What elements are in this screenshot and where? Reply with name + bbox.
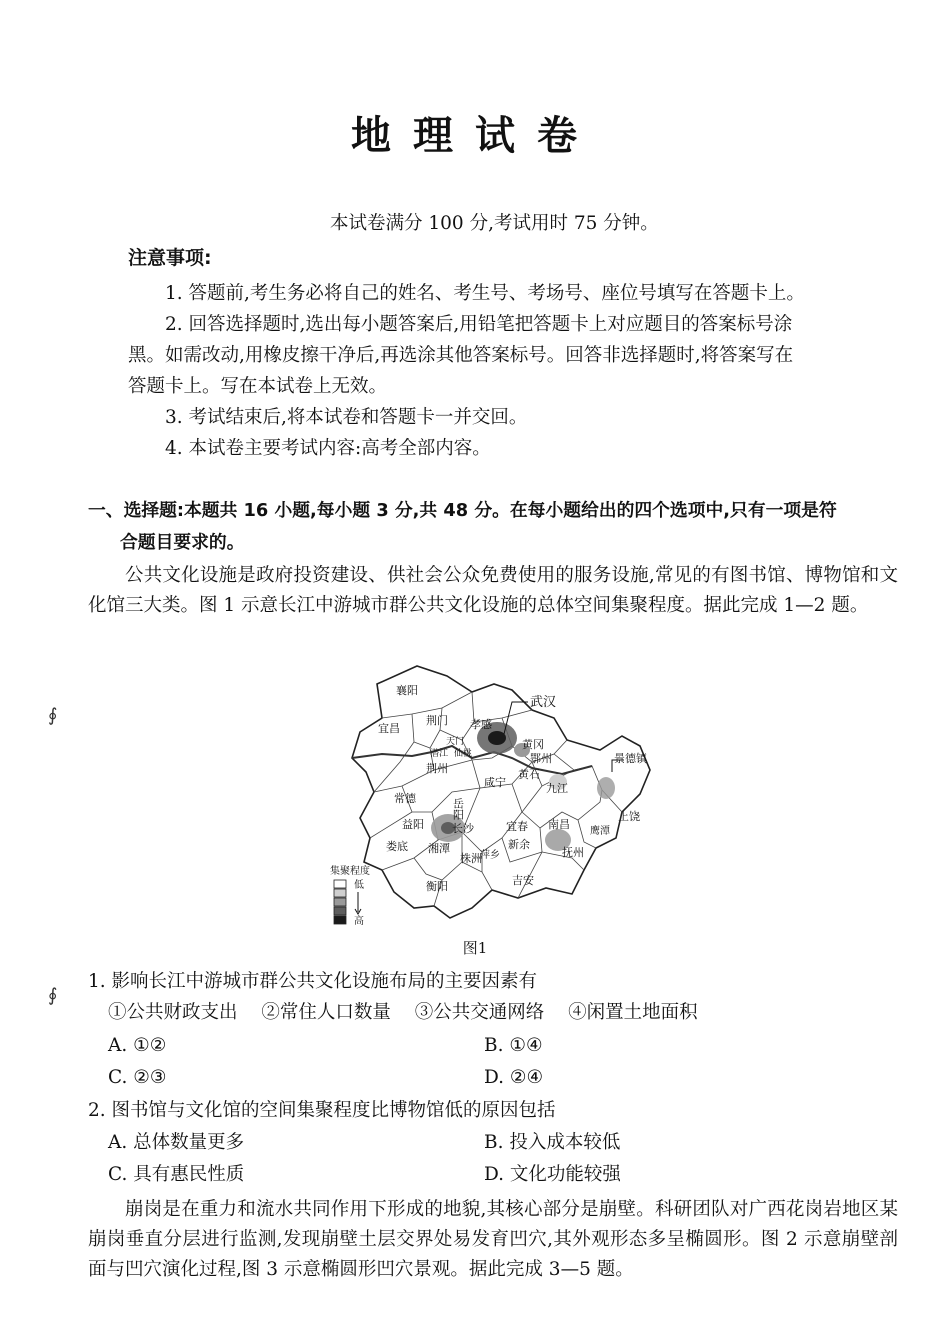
- map-label: 株洲: [460, 852, 482, 865]
- q1-option-c[interactable]: C. ②③: [108, 1067, 167, 1088]
- map-label: 鹰潭: [590, 826, 610, 837]
- q1-option-d[interactable]: D. ②④: [484, 1067, 544, 1088]
- map-label: 娄底: [386, 840, 408, 853]
- passage-2: 崩岗是在重力和流水共同作用下形成的地貌,其核心部分是崩壁。科研团队对广西花岗岩地区某崩岗垂直分层进行监测,发现崩壁土层交界处易发育凹穴,其外观形态多呈椭圆形。图 2 示意崩壁剖面与凹穴演化过程,图 3 示意椭圆形凹穴景观。据此完成 3—5 题。: [88, 1199, 898, 1280]
- map-label: 襄阳: [396, 684, 418, 697]
- map-label: 衡阳: [426, 880, 448, 893]
- figure-1-map: [322, 662, 662, 942]
- notice-heading: 注意事项:: [128, 247, 212, 269]
- q1-option-b[interactable]: B. ①④: [484, 1035, 543, 1056]
- map-label: 新余: [508, 838, 530, 851]
- q2-option-b[interactable]: B. 投入成本较低: [484, 1132, 621, 1153]
- map-label: 荆门: [426, 714, 448, 727]
- q2-option-d[interactable]: D. 文化功能较强: [484, 1164, 621, 1185]
- q2-option-a[interactable]: A. 总体数量更多: [108, 1132, 245, 1153]
- map-label: 黄冈: [522, 738, 544, 751]
- map-label: 荆州: [426, 762, 448, 775]
- notice-item: 4. 本试卷主要考试内容:高考全部内容。: [165, 438, 491, 459]
- legend-title: 集聚程度: [330, 866, 370, 877]
- question-2-stem: 2. 图书馆与文化馆的空间集聚程度比博物馆低的原因包括: [88, 1100, 556, 1121]
- section-heading: 一、选择题:本题共 16 小题,每小题 3 分,共 48 分。在每小题给出的四个选项中,只有一项是符: [88, 500, 837, 521]
- map-label: 常德: [394, 792, 416, 805]
- map-label: 萍乡: [480, 850, 500, 861]
- map-label: 咸宁: [484, 776, 506, 789]
- notice-item: 黑。如需改动,用橡皮擦干净后,再选涂其他答案标号。回答非选择题时,将答案写在: [128, 345, 794, 366]
- exam-meta: 本试卷满分 100 分,考试用时 75 分钟。: [330, 213, 659, 234]
- map-label: 天门: [446, 737, 465, 747]
- margin-mark: ∮: [48, 705, 58, 726]
- notice-item: 1. 答题前,考生务必将自己的姓名、考生号、考场号、座位号填写在答题卡上。: [165, 283, 805, 304]
- passage-1: 公共文化设施是政府投资建设、供社会公众免费使用的服务设施,常见的有图书馆、博物馆和文化馆三大类。图 1 示意长江中游城市群公共文化设施的总体空间集聚程度。据此完成 1—2 题。: [88, 565, 898, 616]
- notice-item: 3. 考试结束后,将本试卷和答题卡一并交回。: [165, 407, 528, 428]
- map-label: 仙桃: [454, 749, 473, 759]
- q2-option-c[interactable]: C. 具有惠民性质: [108, 1164, 245, 1185]
- question-1-stem: 1. 影响长江中游城市群公共文化设施布局的主要因素有: [88, 971, 538, 992]
- map-label: 宜春: [506, 820, 528, 833]
- map-label: 孝感: [470, 718, 492, 731]
- map-label: 吉安: [512, 874, 534, 887]
- figure-1-caption: 图1: [462, 939, 488, 957]
- page-title: 地理试卷: [351, 113, 599, 159]
- map-label-wuhan: 武汉: [530, 695, 557, 710]
- map-label: 黄石: [518, 768, 540, 781]
- map-legend: [330, 864, 370, 927]
- map-label: 南昌: [548, 818, 570, 831]
- question-1-choices: ①公共财政支出 ②常住人口数量 ③公共交通网络 ④闲置土地面积: [108, 1002, 698, 1023]
- map-label: 抚州: [562, 846, 584, 859]
- map-label: 潜江: [430, 749, 449, 759]
- notice-item: 答题卡上。写在本试卷上无效。: [128, 376, 388, 397]
- map-label: 上饶: [618, 810, 640, 823]
- map-label: 宜昌: [378, 722, 400, 735]
- legend-low: 低: [354, 880, 364, 891]
- map-label: 湘潭: [428, 842, 450, 855]
- legend-high: 高: [354, 916, 364, 927]
- map-label: 益阳: [402, 818, 424, 831]
- map-label: 岳阳: [451, 798, 465, 820]
- map-label: 景德镇: [614, 752, 647, 765]
- section-heading-cont: 合题目要求的。: [120, 532, 245, 553]
- q1-option-a[interactable]: A. ①②: [108, 1035, 167, 1056]
- notice-item: 2. 回答选择题时,选出每小题答案后,用铅笔把答题卡上对应题目的答案标号涂: [165, 314, 793, 335]
- map-label: 长沙: [452, 822, 474, 835]
- map-label: 九江: [546, 782, 568, 795]
- margin-mark: ∮: [48, 985, 58, 1006]
- map-label: 鄂州: [530, 752, 552, 765]
